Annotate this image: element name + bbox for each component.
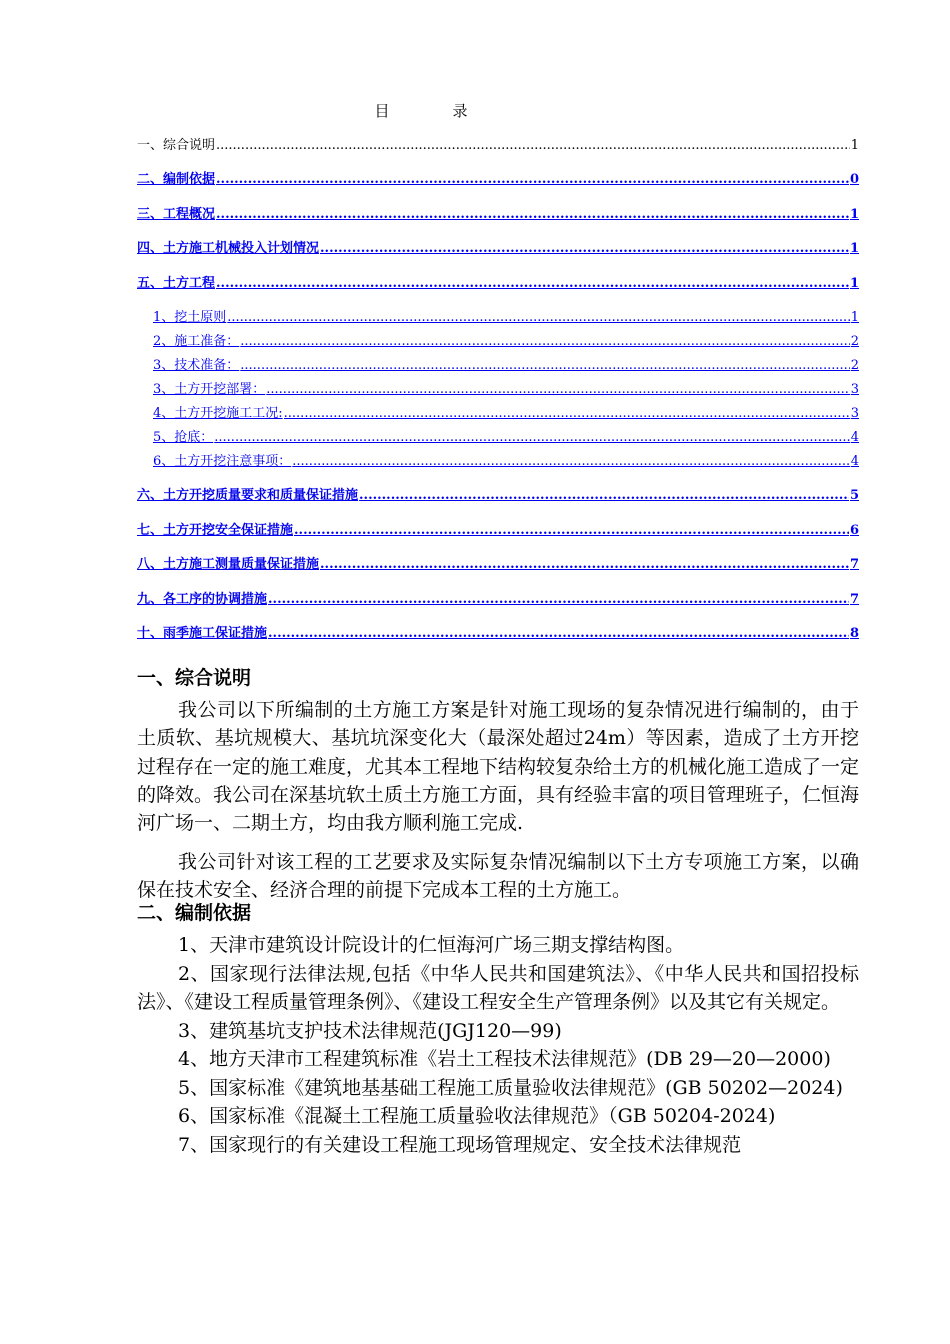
- toc-leader-dots: [284, 404, 850, 424]
- toc-entry[interactable]: [137, 136, 859, 170]
- toc-entry-page: 1: [849, 275, 859, 291]
- toc-entry-label: 二、编制依据: [137, 172, 216, 188]
- list-item: 2、国家现行法律法规,包括《中华人民共和国建筑法》、《中华人民共和国招投标法》、《建设工程质量管理条例》、《建设工程安全生产管理条例》以及其它有关规定。: [137, 962, 859, 1013]
- toc-leader-dots: [216, 274, 849, 294]
- toc-entry-link[interactable]: [137, 521, 859, 555]
- toc-entry-label: 3、技术准备：: [153, 357, 240, 373]
- toc-leader-dots: [292, 452, 849, 472]
- toc-entry-page: 3: [850, 381, 859, 397]
- toc-leader-dots: [227, 308, 849, 328]
- toc-entry-page: 4: [850, 453, 859, 469]
- toc-entry-label: 2、施工准备：: [153, 333, 240, 349]
- section-heading: 二、编制依据: [137, 902, 252, 924]
- toc-subentry-link[interactable]: [137, 428, 859, 452]
- toc-leader-dots: [268, 590, 849, 610]
- list-item: 1、天津市建筑设计院设计的仁恒海河广场三期支撑结构图。: [178, 934, 685, 956]
- toc-entry-page: 4: [850, 429, 859, 445]
- toc-entry-page: 2: [850, 333, 859, 349]
- toc-entry-link[interactable]: [137, 590, 859, 624]
- list-item: 7、国家现行的有关建设工程施工现场管理规定、安全技术法律规范: [178, 1133, 742, 1156]
- toc-entry-page: 2: [850, 357, 859, 373]
- toc-entry-page: 1: [850, 309, 859, 325]
- toc-leader-dots: [240, 356, 849, 376]
- list-item: 4、地方天津市工程建筑标准《岩土工程技术法律规范》(DB 29—20—2000): [178, 1048, 831, 1070]
- toc-entry-page: 3: [850, 405, 859, 421]
- toc-entry-label: 十、雨季施工保证措施: [137, 625, 268, 641]
- toc-entry-page: 7: [849, 557, 859, 573]
- toc-subentry-link[interactable]: [137, 356, 859, 380]
- list-item: 5、国家标准《建筑地基基础工程施工质量验收法律规范》(GB 50202—2024): [178, 1076, 843, 1099]
- table-of-contents: [137, 136, 859, 658]
- toc-entry-label: 1、挖土原则: [153, 309, 227, 325]
- toc-leader-dots: [266, 380, 849, 400]
- toc-entry-label: 七、土方开挖安全保证措施: [137, 522, 294, 538]
- toc-subentry-link[interactable]: [137, 332, 859, 356]
- toc-entry-page: 1: [849, 241, 859, 257]
- toc-leader-dots: [214, 428, 849, 448]
- toc-entry-label: 4、土方开挖施工工况:: [153, 405, 283, 421]
- toc-entry-label: 3、土方开挖部署：: [153, 381, 266, 397]
- reference-list: [137, 931, 859, 1159]
- toc-leader-dots: [268, 624, 849, 644]
- body-paragraph: 我公司以下所编制的土方施工方案是针对施工现场的复杂情况进行编制的，由于土质软、基坑规模大、基坑坑深变化大（最深处超过24m）等因素，造成了土方开挖过程存在一定的施工难度，尤其本工程地下结构较复杂给土方的机械化施工造成了一定的降效。我公司在深基坑软土质土方施工方面，具有经验丰富的项目管理班子，仁恒海河广场一、二期土方，均由我方顺利施工完成.: [137, 699, 860, 835]
- toc-entry-page: 1: [849, 206, 859, 222]
- toc-leader-dots: [240, 332, 849, 352]
- toc-entry-link[interactable]: [137, 239, 859, 273]
- list-item: 3、建筑基坑支护技术法律规范(JGJ120—99): [178, 1019, 562, 1042]
- toc-entry-label: 九、各工序的协调措施: [137, 591, 268, 607]
- toc-entry-link[interactable]: [137, 624, 859, 658]
- list-item: 6、国家标准《混凝土工程施工质量验收法律规范》（GB 50204-2024): [178, 1105, 776, 1127]
- toc-entry-label: 三、工程概况: [137, 206, 216, 222]
- toc-entry-link[interactable]: [137, 486, 859, 520]
- toc-entry-link[interactable]: [137, 274, 859, 308]
- toc-entry-label: 6、土方开挖注意事项：: [153, 453, 292, 469]
- toc-leader-dots: [359, 486, 849, 506]
- toc-entry-link[interactable]: [137, 205, 859, 239]
- toc-leader-dots: [320, 555, 849, 575]
- toc-entry-page: 7: [849, 591, 859, 607]
- toc-subentry-link[interactable]: [137, 380, 859, 404]
- toc-entry-page: 6: [849, 522, 859, 538]
- toc-leader-dots: [320, 239, 849, 259]
- toc-entry-page: 1: [850, 138, 859, 153]
- toc-subentry-link[interactable]: [137, 404, 859, 428]
- toc-entry-label: 六、土方开挖质量要求和质量保证措施: [137, 488, 359, 504]
- toc-leader-dots: [216, 136, 850, 156]
- toc-entry-page: 8: [849, 625, 859, 641]
- toc-leader-dots: [216, 170, 849, 190]
- section-heading: 一、综合说明: [137, 667, 252, 689]
- toc-entry-page: 5: [849, 488, 859, 504]
- toc-entry-link[interactable]: [137, 555, 859, 589]
- toc-entry-page: 0: [849, 172, 859, 188]
- toc-entry-label: 5、抢底：: [153, 429, 214, 445]
- toc-entry-label: 一、综合说明: [137, 138, 216, 153]
- toc-leader-dots: [216, 205, 849, 225]
- toc-entry-label: 四、土方施工机械投入计划情况: [137, 241, 320, 257]
- toc-entry-label: 五、土方工程: [137, 275, 216, 291]
- toc-title: 目 录: [374, 102, 492, 120]
- toc-entry-label: 八、土方施工测量质量保证措施: [137, 557, 320, 573]
- toc-leader-dots: [294, 521, 849, 541]
- body-paragraph: 我公司针对该工程的工艺要求及实际复杂情况编制以下土方专项施工方案，以确保在技术安全、经济合理的前提下完成本工程的土方施工。: [137, 851, 859, 902]
- toc-subentry-link[interactable]: [137, 452, 859, 486]
- toc-subentry-link[interactable]: [137, 308, 859, 332]
- toc-entry-link[interactable]: [137, 170, 859, 204]
